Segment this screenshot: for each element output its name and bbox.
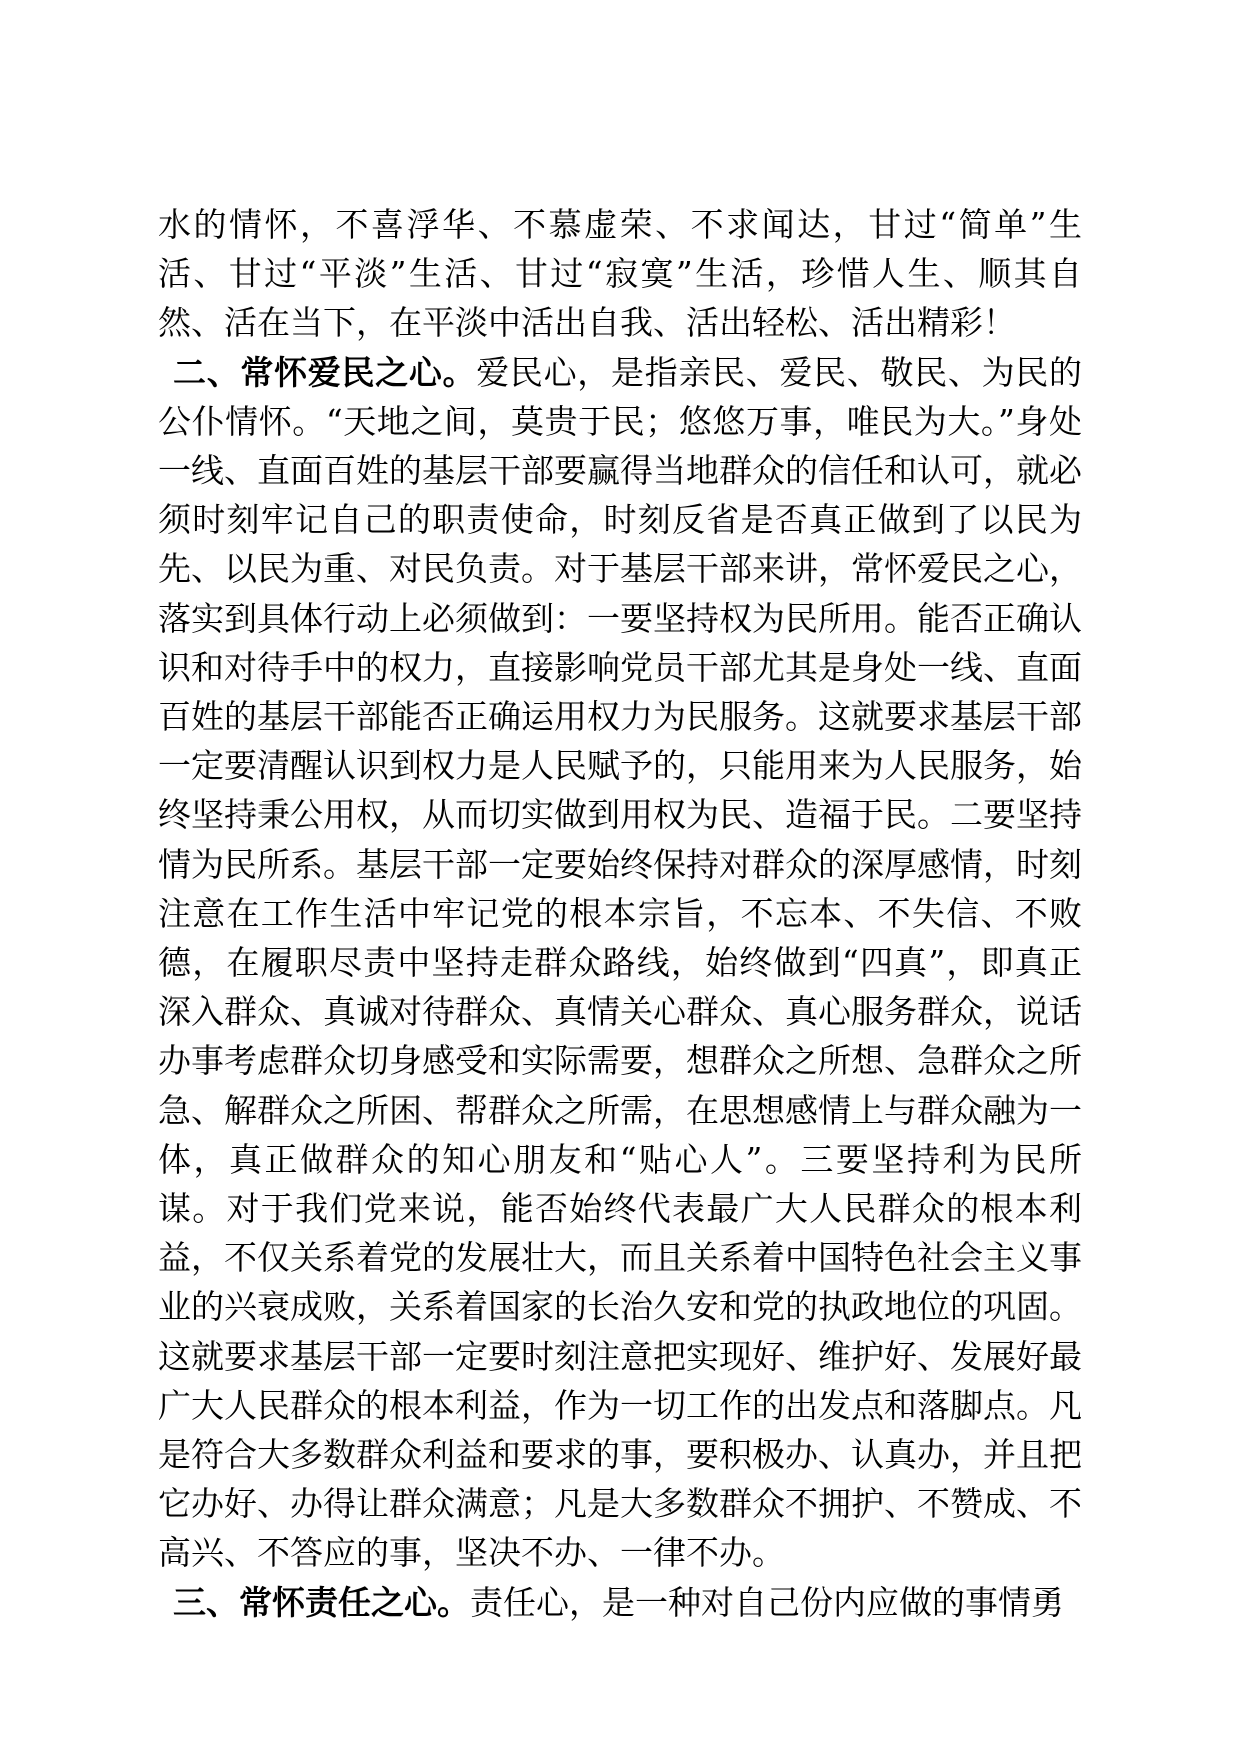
paragraph-text: 责任心，是一种对自己份内应做的事情勇 bbox=[470, 1582, 1064, 1622]
document-page bbox=[158, 200, 1082, 1627]
paragraph-continuation bbox=[158, 200, 1082, 348]
section-heading: 二、常怀爱民之心。 bbox=[173, 352, 477, 392]
section-heading: 三、常怀责任之心。 bbox=[173, 1582, 470, 1622]
paragraph-text: 水的情怀，不喜浮华、不慕虚荣、不求闻达，甘过“简单”生活、甘过“平淡”生活、甘过“寂寞”生活，珍惜人生、顺其自然、活在当下，在平淡中活出自我、活出轻松、活出精彩！ bbox=[158, 205, 1082, 343]
paragraph-text: 爱民心，是指亲民、爱民、敬民、为民的公仆情怀。“天地之间，莫贵于民；悠悠万事，唯民为大。”身处一线、直面百姓的基层干部要赢得当地群众的信任和认可，就必须时刻牢记自己的职责使命，时刻反省是否真正做到了以民为先、以民为重、对民负责。对于基层干部来讲，常怀爱民之心，落实到具体行动上必须做到：一要坚持权为民所用。能否正确认识和对待手中的权力，直接影响党员干部尤其是身处一线、直面百姓的基层干部能否正确运用权力为民服务。这就要求基层干部一定要清醒认识到权力是人民赋予的，只能用来为人民服务，始终坚持秉公用权，从而切实做到用权为民、造福于民。二要坚持情为民所系。基层干部一定要始终保持对群众的深厚感情，时刻注意在工作生活中牢记党的根本宗旨，不忘本、不失信、不败德，在履职尽责中坚持走群众路线，始终做到“四真”，即真正深入群众、真诚对待群众、真情关心群众、真心服务群众，说话办事考虑群众切身感受和实际需要，想群众之所想、急群众之所急、解群众之所困、帮群众之所需，在思想感情上与群众融为一体，真正做群众的知心朋友和“贴心人”。三要坚持利为民所谋。对于我们党来说，能否始终代表最广大人民群众的根本利益，不仅关系着党的发展壮大，而且关系着中国特色社会主义事业的兴衰成败，关系着国家的长治久安和党的执政地位的巩固。这就要求基层干部一定要时刻注意把实现好、维护好、发展好最广大人民群众的根本利益，作为一切工作的出发点和落脚点。凡是符合大多数群众利益和要求的事，要积极办、认真办，并且把它办好、办得让群众满意；凡是大多数群众不拥护、不赞成、不高兴、不答应的事，坚决不办、一律不办。 bbox=[158, 352, 1083, 1573]
paragraph-section-3 bbox=[158, 1578, 1082, 1627]
paragraph-section-2 bbox=[158, 348, 1082, 1578]
